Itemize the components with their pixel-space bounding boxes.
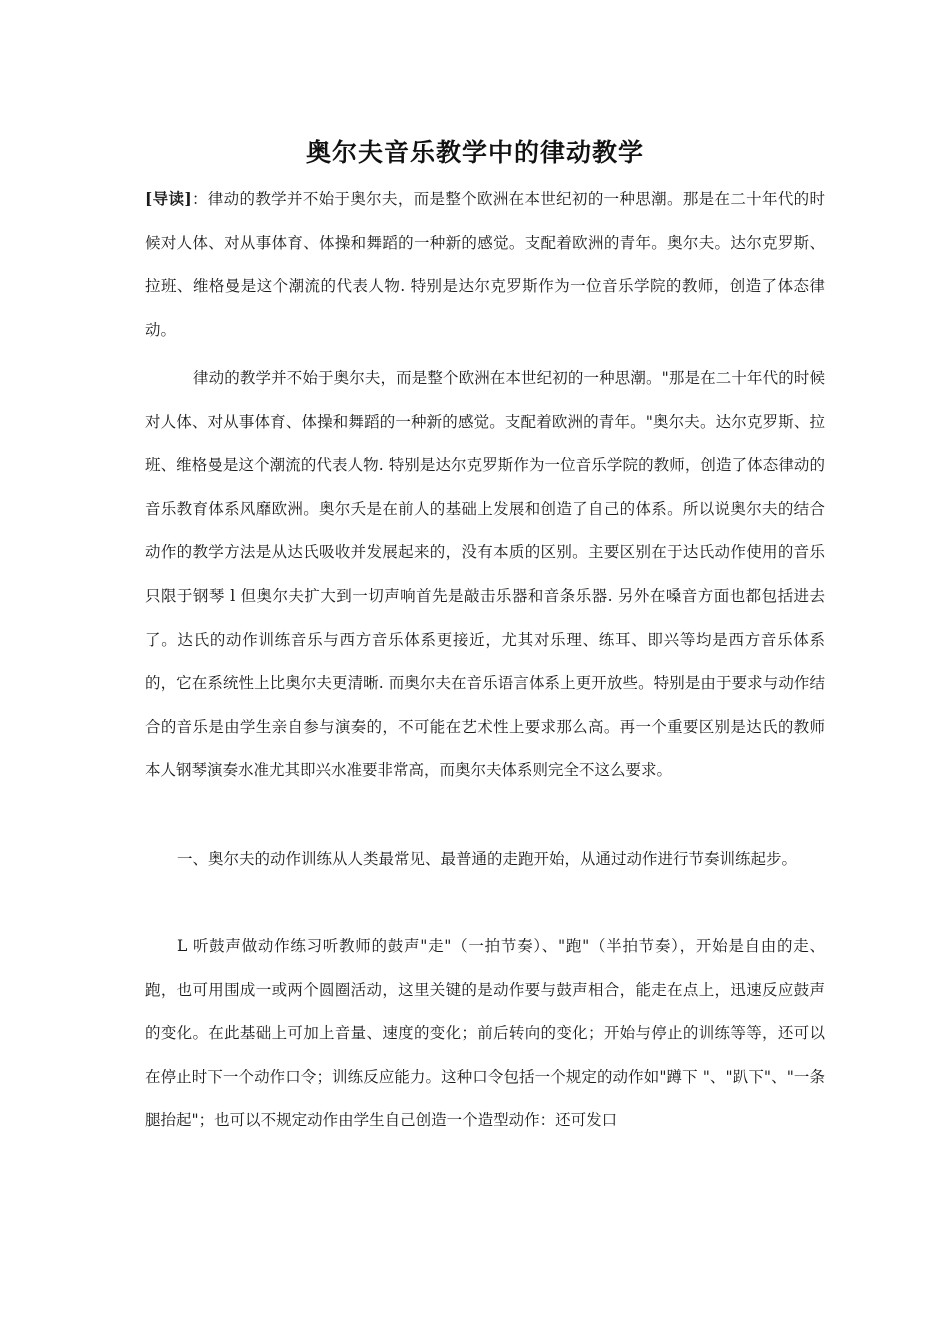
body-paragraph-3: L 听鼓声做动作练习听教师的鼓声"走"（一拍节奏）、"跑"（半拍节奏），开始是自由的走、跑，也可用围成一或两个圆圈活动，这里关键的是动作要与鼓声相合，能走在点上，迅速反应鼓声的变化。在此基础上可加上音量、速度的变化；前后转向的变化；开始与停止的训练等等，还可以在停止时下一个动作口令；训练反应能力。这种口令包括一个规定的动作如"蹲下 "、"趴下"、"一条腿抬起"；也可以不规定动作由学生自己创造一个造型动作：还可发口	[145, 937, 825, 1130]
lead-paragraph	[145, 177, 825, 352]
body-paragraph-2: 一、奥尔夫的动作训练从人类最常见、最普通的走跑开始，从通过动作进行节奏训练起步。	[177, 850, 798, 868]
lead-text: ：律动的教学并不始于奥尔夫，而是整个欧洲在本世纪初的一种思潮。那是在二十年代的时候对人体、对从事体育、体操和舞蹈的一种新的感觉。支配着欧洲的青年。奥尔夫。达尔克罗斯、拉班、维格曼是这个潮流的代表人物. 特别是达尔克罗斯作为一位音乐学院的教师，创造了体态律动。	[145, 190, 825, 339]
body-paragraph-1: 律动的教学并不始于奥尔夫，而是整个欧洲在本世纪初的一种思潮。"那是在二十年代的时候对人体、对从事体育、体操和舞蹈的一种新的感觉。支配着欧洲的青年。"奥尔夫。达尔克罗斯、拉班、维格曼是这个潮流的代表人物. 特别是达尔克罗斯作为一位音乐学院的教师，创造了体态律动的音乐教育体系风靡欧洲。奥尔夭是在前人的基础上发展和创造了自己的体系。所以说奥尔夫的结合动作的教学方法是从达氏吸收并发展起来的，没有本质的区别。主要区别在于达氏动作使用的音乐只限于钢琴 l 但奥尔夫扩大到一切声响首先是敲击乐器和音条乐器. 另外在嗓音方面也都包括进去了。达氏的动作训练音乐与西方音乐体系更接近，尤其对乐理、练耳、即兴等均是西方音乐体系的，它在系统性上比奥尔夫更清晰. 而奥尔夫在音乐语言体系上更开放些。特别是由于要求与动作结合的音乐是由学生亲自参与演奏的，不可能在艺术性上要求那么高。再一个重要区别是达氏的教师本人钢琴演奏水准尤其即兴水准要非常高，而奥尔夫体系则完全不这么要求。	[145, 369, 825, 780]
lead-label: [导读]	[145, 189, 192, 208]
document-title: 奥尔夫音乐教学中的律动教学	[305, 138, 644, 167]
